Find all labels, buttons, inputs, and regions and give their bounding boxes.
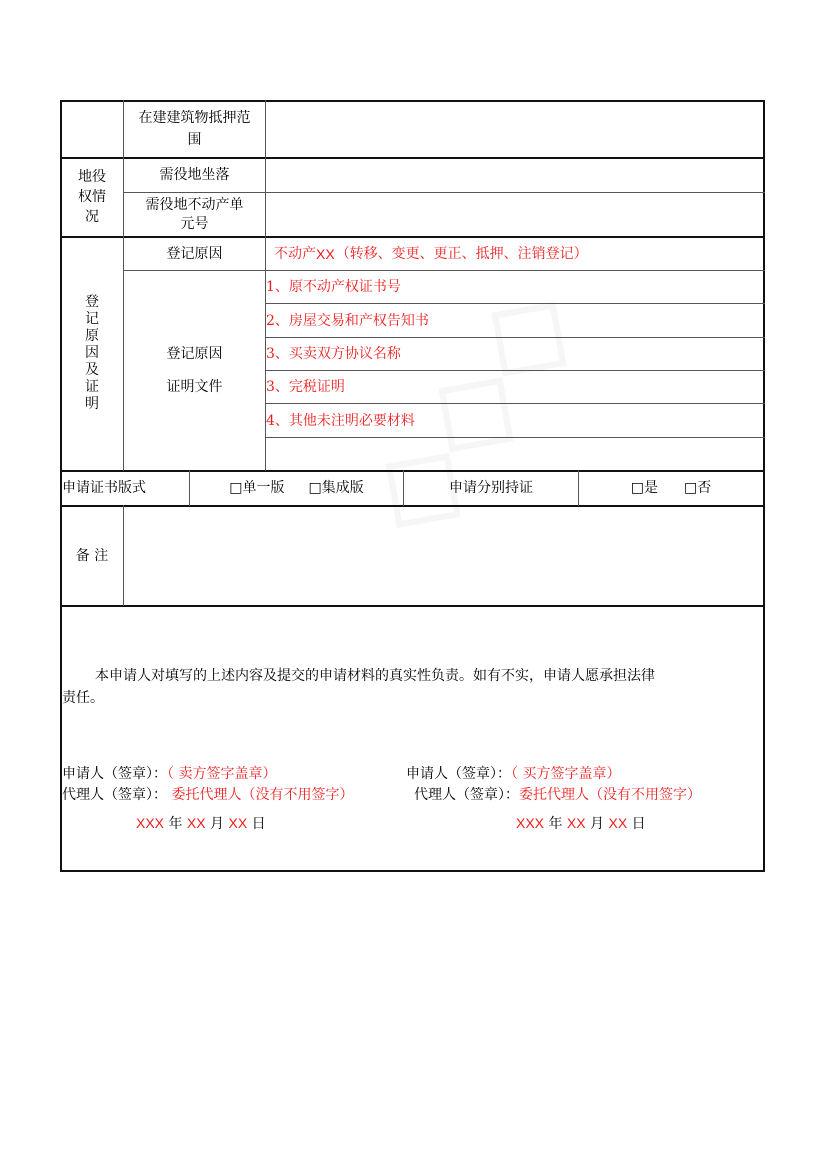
signature-hint: （ 卖方签字盖章） — [167, 766, 277, 782]
checkbox-integrated-version[interactable]: □集成版 — [308, 480, 364, 496]
easement-unit-label — [124, 193, 265, 236]
label-text: 况 — [85, 209, 99, 225]
certificate-format-options — [190, 471, 403, 505]
reason-label — [124, 237, 265, 270]
remarks-label — [61, 506, 123, 605]
table-border-bottom — [60, 870, 765, 872]
proof-item-1[interactable] — [266, 271, 763, 303]
date-day: XX — [608, 815, 628, 831]
separate-cert-label — [404, 471, 578, 505]
date-day: XX — [228, 815, 248, 831]
reason-suffix: （转移、变更、更正、抵押、注销登记） — [335, 245, 588, 262]
easement-section-label — [61, 158, 123, 236]
label-text: 申请分别持证 — [449, 480, 533, 496]
label-text: 需役地不动产单 — [145, 196, 244, 213]
seller-date[interactable] — [136, 813, 266, 834]
seller-applicant-signature[interactable] — [62, 764, 276, 784]
proof-item-text: 1、原不动产权证书号 — [266, 279, 401, 295]
signature-hint: 委托代理人（没有不用签字） — [167, 787, 354, 803]
date-year: XXX — [136, 815, 165, 831]
buyer-applicant-signature[interactable] — [406, 764, 620, 784]
date-unit: 月 — [585, 816, 609, 832]
label-text: 证明文件 — [166, 378, 223, 395]
proof-item-text: 2、房屋交易和产权告知书 — [266, 312, 429, 329]
label-text: 备 注 — [75, 547, 109, 564]
easement-location-label — [124, 158, 265, 192]
date-month: XX — [566, 815, 586, 831]
proof-item-text: 3、买卖双方协议名称 — [266, 346, 401, 362]
label-text: 申请人（签章）： — [62, 766, 167, 782]
reason-prefix: 不动产 — [274, 245, 316, 262]
label-text: 需役地坐落 — [159, 167, 230, 183]
buyer-agent-signature[interactable] — [414, 785, 701, 805]
row-divider — [60, 605, 765, 607]
label-text: 申请人（签章）： — [406, 766, 511, 782]
proof-item-5[interactable] — [266, 404, 763, 437]
easement-unit-field[interactable] — [266, 193, 763, 236]
buyer-date[interactable] — [516, 813, 646, 834]
date-year: XXX — [516, 815, 545, 831]
proof-item-text: 3、完税证明 — [266, 379, 345, 395]
label-text: 登记原因 — [166, 345, 223, 362]
label-text: 代理人（签章）： — [62, 787, 167, 803]
remarks-field[interactable] — [124, 506, 763, 605]
date-month: XX — [186, 815, 206, 831]
declaration-text-line2: 责任。 — [62, 690, 104, 706]
label-text: 代理人（签章）： — [414, 787, 519, 803]
signature-hint: （ 买方签字盖章） — [511, 766, 621, 782]
date-unit: 月 — [205, 816, 229, 832]
label-text: 在建建筑物抵押范 — [138, 110, 251, 126]
construction-scope-field[interactable] — [266, 101, 763, 157]
proof-item-3[interactable] — [266, 338, 763, 370]
proof-docs-label — [124, 271, 265, 470]
proof-item-6[interactable] — [266, 438, 763, 470]
label-text: 登记原因 — [166, 245, 223, 262]
construction-scope-label — [124, 101, 265, 157]
date-unit: 年 — [164, 816, 187, 832]
easement-location-field[interactable] — [266, 158, 763, 192]
table-border-right — [763, 100, 765, 872]
proof-item-2[interactable] — [266, 304, 763, 337]
proof-item-4[interactable] — [266, 371, 763, 403]
reason-xx: XX — [316, 245, 335, 262]
checkbox-yes[interactable]: □是 — [630, 480, 658, 496]
label-text: 申请证书版式 — [62, 480, 146, 496]
separate-cert-options — [579, 471, 763, 505]
proof-item-text: 4、其他未注明必要材料 — [266, 412, 415, 429]
checkbox-single-version[interactable]: □单一版 — [229, 480, 285, 496]
checkbox-no[interactable]: □否 — [684, 480, 712, 496]
label-text: 地役 — [78, 169, 106, 185]
label-text: 围 — [187, 132, 202, 148]
seller-agent-signature[interactable] — [62, 785, 353, 805]
reason-section-label — [61, 237, 123, 470]
certificate-format-label — [61, 471, 189, 505]
signature-hint: 委托代理人（没有不用签字） — [519, 787, 701, 803]
label-text: 元号 — [180, 215, 209, 232]
label-text: 权情 — [78, 189, 106, 205]
reason-field[interactable] — [266, 237, 763, 270]
date-unit: 年 — [544, 816, 567, 832]
date-unit: 日 — [247, 816, 266, 832]
declaration-text-line1: 本申请人对填写的上述内容及提交的申请材料的真实性负责。如有不实，申请人愿承担法律 — [95, 668, 655, 684]
label-text: 登记原因及证明 — [85, 294, 99, 412]
date-unit: 日 — [627, 816, 646, 832]
